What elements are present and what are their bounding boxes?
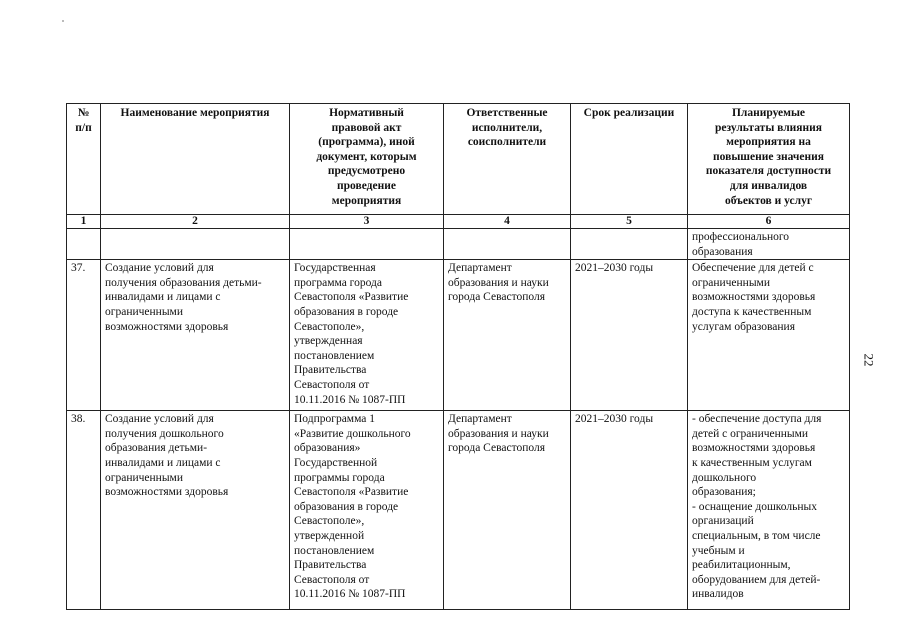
cell-text-line: Департамент	[448, 262, 512, 275]
header-text-line: повышение значения	[713, 150, 824, 163]
header-text-line: проведение	[337, 179, 396, 192]
scan-speck	[62, 20, 64, 22]
header-text-line: №	[77, 107, 90, 119]
cell-empty	[444, 229, 571, 260]
header-text-line: соисполнители	[467, 136, 547, 149]
row-number: 37.	[67, 260, 101, 411]
cell-text-line: специальным, в том числе	[692, 529, 821, 542]
cell-text-line: утвержденной	[294, 529, 365, 542]
cell-text-line: оборудованием для детей-	[692, 573, 821, 586]
cell-text-line: Правительства	[294, 559, 367, 572]
cell-text-line: Севастополе»,	[294, 320, 365, 333]
responsible-cell	[444, 260, 571, 411]
cell-text-line: Севастополя от	[294, 573, 370, 586]
header-text-line: Срок реализации	[583, 107, 675, 119]
legal-act-cell	[290, 411, 444, 610]
cell-text-line: образования детьми-	[105, 442, 208, 455]
column-number: 6	[688, 215, 850, 229]
header-cell-period	[571, 104, 688, 215]
cell-text-line: Создание условий для	[105, 413, 214, 426]
column-number: 4	[444, 215, 571, 229]
cell-empty	[290, 229, 444, 260]
cell-text-line: 10.11.2016 № 1087-ПП	[294, 588, 406, 601]
cell-text-line: образования в городе	[294, 305, 399, 318]
responsible-cell	[444, 411, 571, 610]
table-row	[67, 260, 850, 411]
measure-name-cell	[101, 260, 290, 411]
cell-text-line: реабилитационным,	[692, 559, 791, 572]
results-cell	[688, 411, 850, 610]
cell-text-line: Севастополе»,	[294, 515, 365, 528]
cell-text-line: образования и науки	[448, 427, 549, 440]
cell-text-line: образования;	[692, 486, 756, 499]
header-cell-responsible	[444, 104, 571, 215]
column-number: 2	[101, 215, 290, 229]
cell-text-line: Создание условий для	[105, 262, 214, 275]
continuation-row	[67, 229, 850, 260]
header-text-line: п/п	[75, 121, 92, 134]
cell-text-line: постановлением	[294, 349, 375, 362]
cell-text-line: города Севастополя	[448, 442, 545, 455]
cell-text-line: Подпрограмма 1	[294, 413, 376, 426]
cell-text-line: инвалидами и лицами с	[105, 456, 221, 469]
cell-text-line: программы города	[294, 471, 385, 484]
cell-text-line: возможностями здоровья	[692, 291, 816, 304]
cell-text-line: «Развитие дошкольного	[294, 427, 411, 440]
continuation-results-cell	[688, 229, 850, 260]
cell-text-line: Севастополя «Развитие	[294, 291, 409, 304]
header-text-line: объектов и услуг	[724, 194, 813, 207]
cell-text-line: инвалидов	[692, 588, 744, 601]
header-cell-name	[101, 104, 290, 215]
cell-text-line: ограниченными	[105, 471, 183, 484]
cell-text-line: получения образования детьми-	[105, 276, 262, 289]
cell-text-line: возможностями здоровья	[692, 442, 816, 455]
measures-table	[66, 103, 850, 610]
header-text-line: (программа), иной	[318, 136, 415, 149]
cell-text-line: 10.11.2016 № 1087-ПП	[294, 393, 406, 406]
cell-text-line: ограниченными	[105, 305, 183, 318]
cell-text-line: детей с ограниченными	[692, 427, 809, 440]
cell-text-line: Департамент	[448, 413, 512, 426]
header-text-line: правовой акт	[331, 121, 402, 134]
cell-text-line: Государственная	[294, 262, 376, 275]
legal-act-cell	[290, 260, 444, 411]
header-text-line: Наименование мероприятия	[120, 107, 270, 119]
column-number: 1	[67, 215, 101, 229]
period-cell: 2021–2030 годы	[571, 260, 688, 411]
cell-text-line: дошкольного	[692, 471, 757, 484]
header-text-line: Нормативный	[329, 107, 404, 119]
cell-text-line: Правительства	[294, 364, 367, 377]
header-cell-results	[688, 104, 850, 215]
cell-text-line: программа города	[294, 276, 382, 289]
header-text-line: Планируемые	[731, 107, 806, 119]
header-text-line: Ответственные	[466, 107, 548, 119]
cell-text-line: ограниченными	[692, 276, 770, 289]
cell-text-line: возможностями здоровья	[105, 320, 229, 333]
cell-text-line: - обеспечение доступа для	[692, 413, 822, 426]
cell-text-line: Государственной	[294, 456, 378, 469]
cell-text-line: образования	[692, 245, 753, 258]
column-number-row	[67, 215, 850, 229]
cell-text-line: к качественным услугам	[692, 456, 812, 469]
cell-text-line: постановлением	[294, 544, 375, 557]
header-cell-act	[290, 104, 444, 215]
cell-text-line: учебным и	[692, 544, 745, 557]
cell-text-line: города Севастополя	[448, 291, 545, 304]
results-cell	[688, 260, 850, 411]
cell-text-line: утвержденная	[294, 335, 363, 348]
table-row	[67, 411, 850, 610]
header-text-line: мероприятия	[331, 194, 402, 207]
cell-text-line: образования в городе	[294, 500, 399, 513]
cell-text-line: получения дошкольного	[105, 427, 224, 440]
cell-text-line: Севастополя «Развитие	[294, 486, 409, 499]
cell-text-line: Обеспечение для детей с	[692, 262, 814, 275]
cell-text-line: Севастополя от	[294, 378, 370, 391]
cell-empty	[67, 229, 101, 260]
column-number: 5	[571, 215, 688, 229]
cell-text-line: профессионального	[692, 231, 790, 243]
column-number: 3	[290, 215, 444, 229]
header-text-line: для инвалидов	[729, 179, 808, 192]
period-cell: 2021–2030 годы	[571, 411, 688, 610]
header-text-line: исполнители,	[471, 121, 543, 134]
cell-text-line: образования и науки	[448, 276, 549, 289]
cell-text-line: инвалидами и лицами с	[105, 291, 221, 304]
cell-empty	[571, 229, 688, 260]
header-text-line: результаты влияния	[714, 121, 822, 134]
cell-text-line: возможностями здоровья	[105, 486, 229, 499]
cell-text-line: организаций	[692, 515, 754, 528]
header-cell-number	[67, 104, 101, 215]
measure-name-cell	[101, 411, 290, 610]
header-text-line: предусмотрено	[327, 165, 406, 178]
cell-text-line: доступа к качественным	[692, 305, 812, 318]
header-text-line: показателя доступности	[705, 165, 832, 178]
cell-text-line: услугам образования	[692, 320, 795, 333]
page-number: 22	[861, 353, 877, 367]
cell-text-line: образования»	[294, 442, 361, 455]
header-text-line: документ, которым	[316, 150, 417, 163]
cell-empty	[101, 229, 290, 260]
header-text-line: мероприятия на	[726, 136, 811, 149]
cell-text-line: - оснащение дошкольных	[692, 500, 818, 513]
row-number: 38.	[67, 411, 101, 610]
header-row	[67, 104, 850, 215]
